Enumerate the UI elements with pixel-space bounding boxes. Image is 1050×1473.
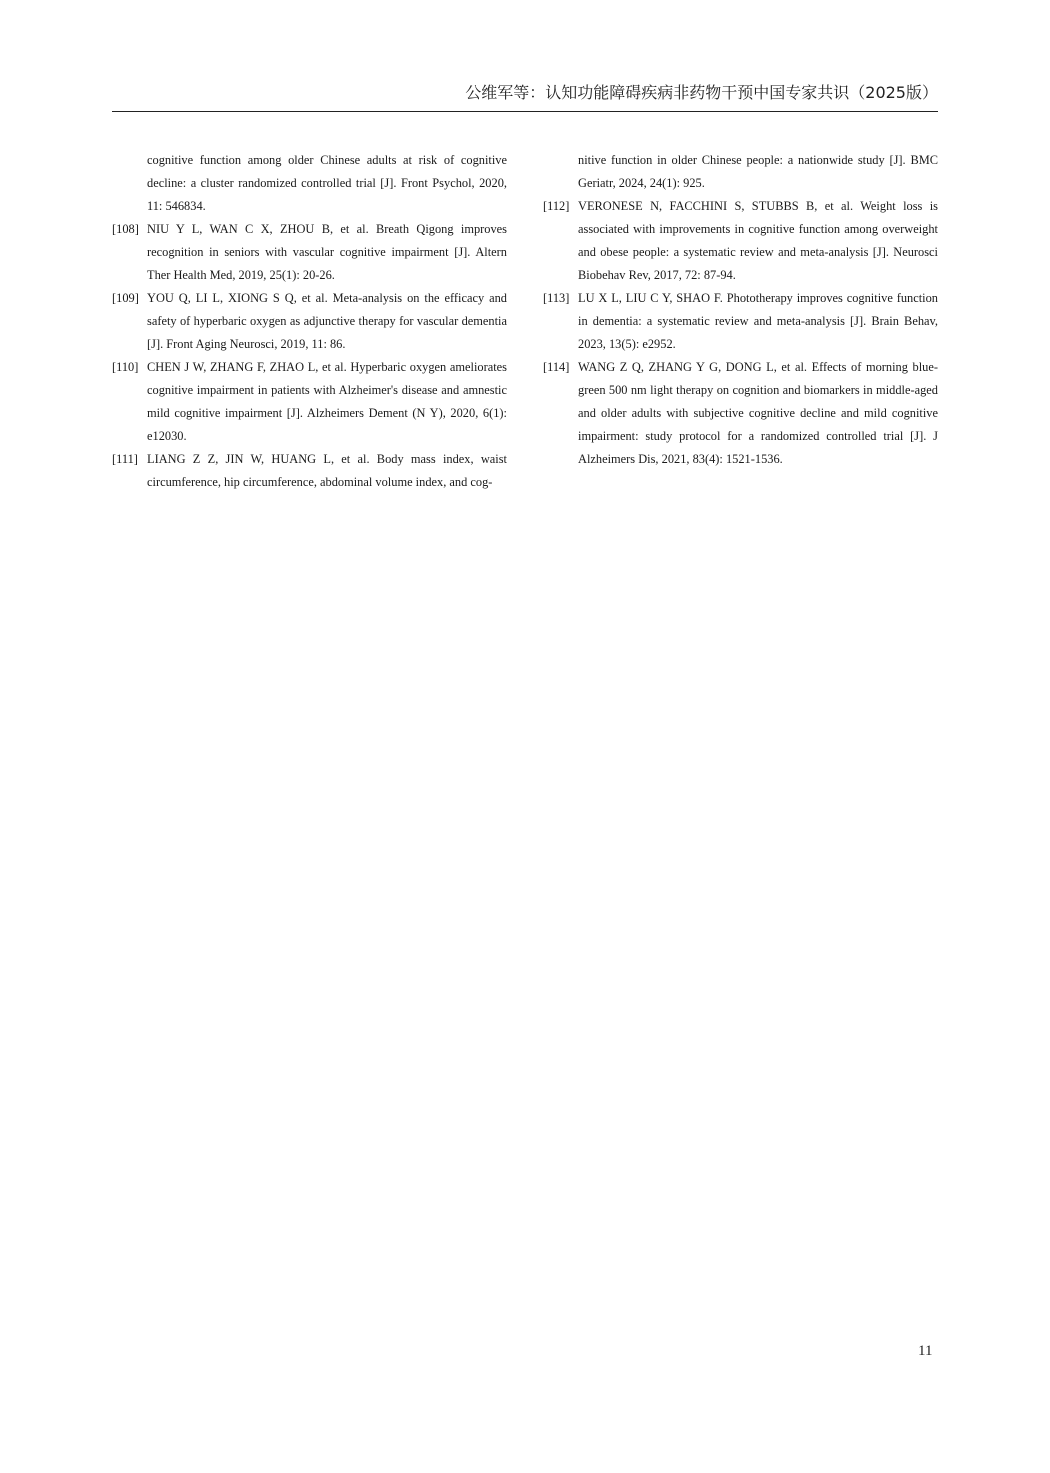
- reference-text: nitive function in older Chinese people: a nationwide study [J]. BMC Geriatr, 2024, 24(1): 925.: [578, 153, 938, 190]
- reference-entry-114: [543, 356, 938, 471]
- reference-entry-109: [112, 287, 507, 356]
- reference-number: [114]: [543, 360, 570, 374]
- reference-number: [112]: [543, 199, 570, 213]
- reference-entry-continued: [112, 149, 507, 218]
- reference-number: [113]: [543, 291, 570, 305]
- running-header: [112, 74, 938, 112]
- reference-text: CHEN J W, ZHANG F, ZHAO L, et al. Hyperbaric oxygen ameliorates cognitive impairment in patients with Alzheimer's disease and amnestic mild cognitive impairment [J]. Alzheimers Dement (N Y), 2020, 6(1): e12030.: [147, 360, 507, 443]
- reference-text: WANG Z Q, ZHANG Y G, DONG L, et al. Effects of morning blue-green 500 nm light therapy on cognition and biomarkers in middle-aged and older adults with subjective cognitive decline and mild cognitive impairment: study protocol for a randomized controlled trial [J]. J Alzheimers Dis, 2021, 83(4): 1521-1536.: [578, 360, 938, 466]
- reference-entry-113: [543, 287, 938, 356]
- reference-column-left: [112, 149, 507, 494]
- reference-entry-108: [112, 218, 507, 287]
- reference-number: [111]: [112, 452, 138, 466]
- reference-column-right: [543, 149, 938, 471]
- reference-entry-110: [112, 356, 507, 448]
- page-number: 11: [918, 1343, 933, 1359]
- reference-number: [109]: [112, 291, 139, 305]
- reference-entry-111: [112, 448, 507, 494]
- reference-text: LIANG Z Z, JIN W, HUANG L, et al. Body mass index, waist circumference, hip circumference, abdominal volume index, and cog-: [147, 452, 507, 489]
- reference-text: LU X L, LIU C Y, SHAO F. Phototherapy improves cognitive function in dementia: a systematic review and meta-analysis [J]. Brain Behav, 2023, 13(5): e2952.: [578, 291, 938, 351]
- reference-text: YOU Q, LI L, XIONG S Q, et al. Meta-analysis on the efficacy and safety of hyperbaric oxygen as adjunctive therapy for vascular dementia [J]. Front Aging Neurosci, 2019, 11: 86.: [147, 291, 507, 351]
- reference-entry-continued: [543, 149, 938, 195]
- reference-entry-112: [543, 195, 938, 287]
- reference-number: [108]: [112, 222, 139, 236]
- reference-number: [110]: [112, 360, 139, 374]
- reference-text: NIU Y L, WAN C X, ZHOU B, et al. Breath Qigong improves recognition in seniors with vascular cognitive impairment [J]. Altern Ther Health Med, 2019, 25(1): 20-26.: [147, 222, 507, 282]
- reference-text: cognitive function among older Chinese adults at risk of cognitive decline: a cluster randomized controlled trial [J]. Front Psychol, 2020, 11: 546834.: [147, 153, 507, 213]
- reference-text: VERONESE N, FACCHINI S, STUBBS B, et al. Weight loss is associated with improvements in cognitive function among overweight and obese people: a systematic review and meta-analysis [J]. Neurosci Biobehav Rev, 2017, 72: 87-94.: [578, 199, 938, 282]
- running-title: 公维军等：认知功能障碍疾病非药物干预中国专家共识（2025版）: [465, 83, 938, 102]
